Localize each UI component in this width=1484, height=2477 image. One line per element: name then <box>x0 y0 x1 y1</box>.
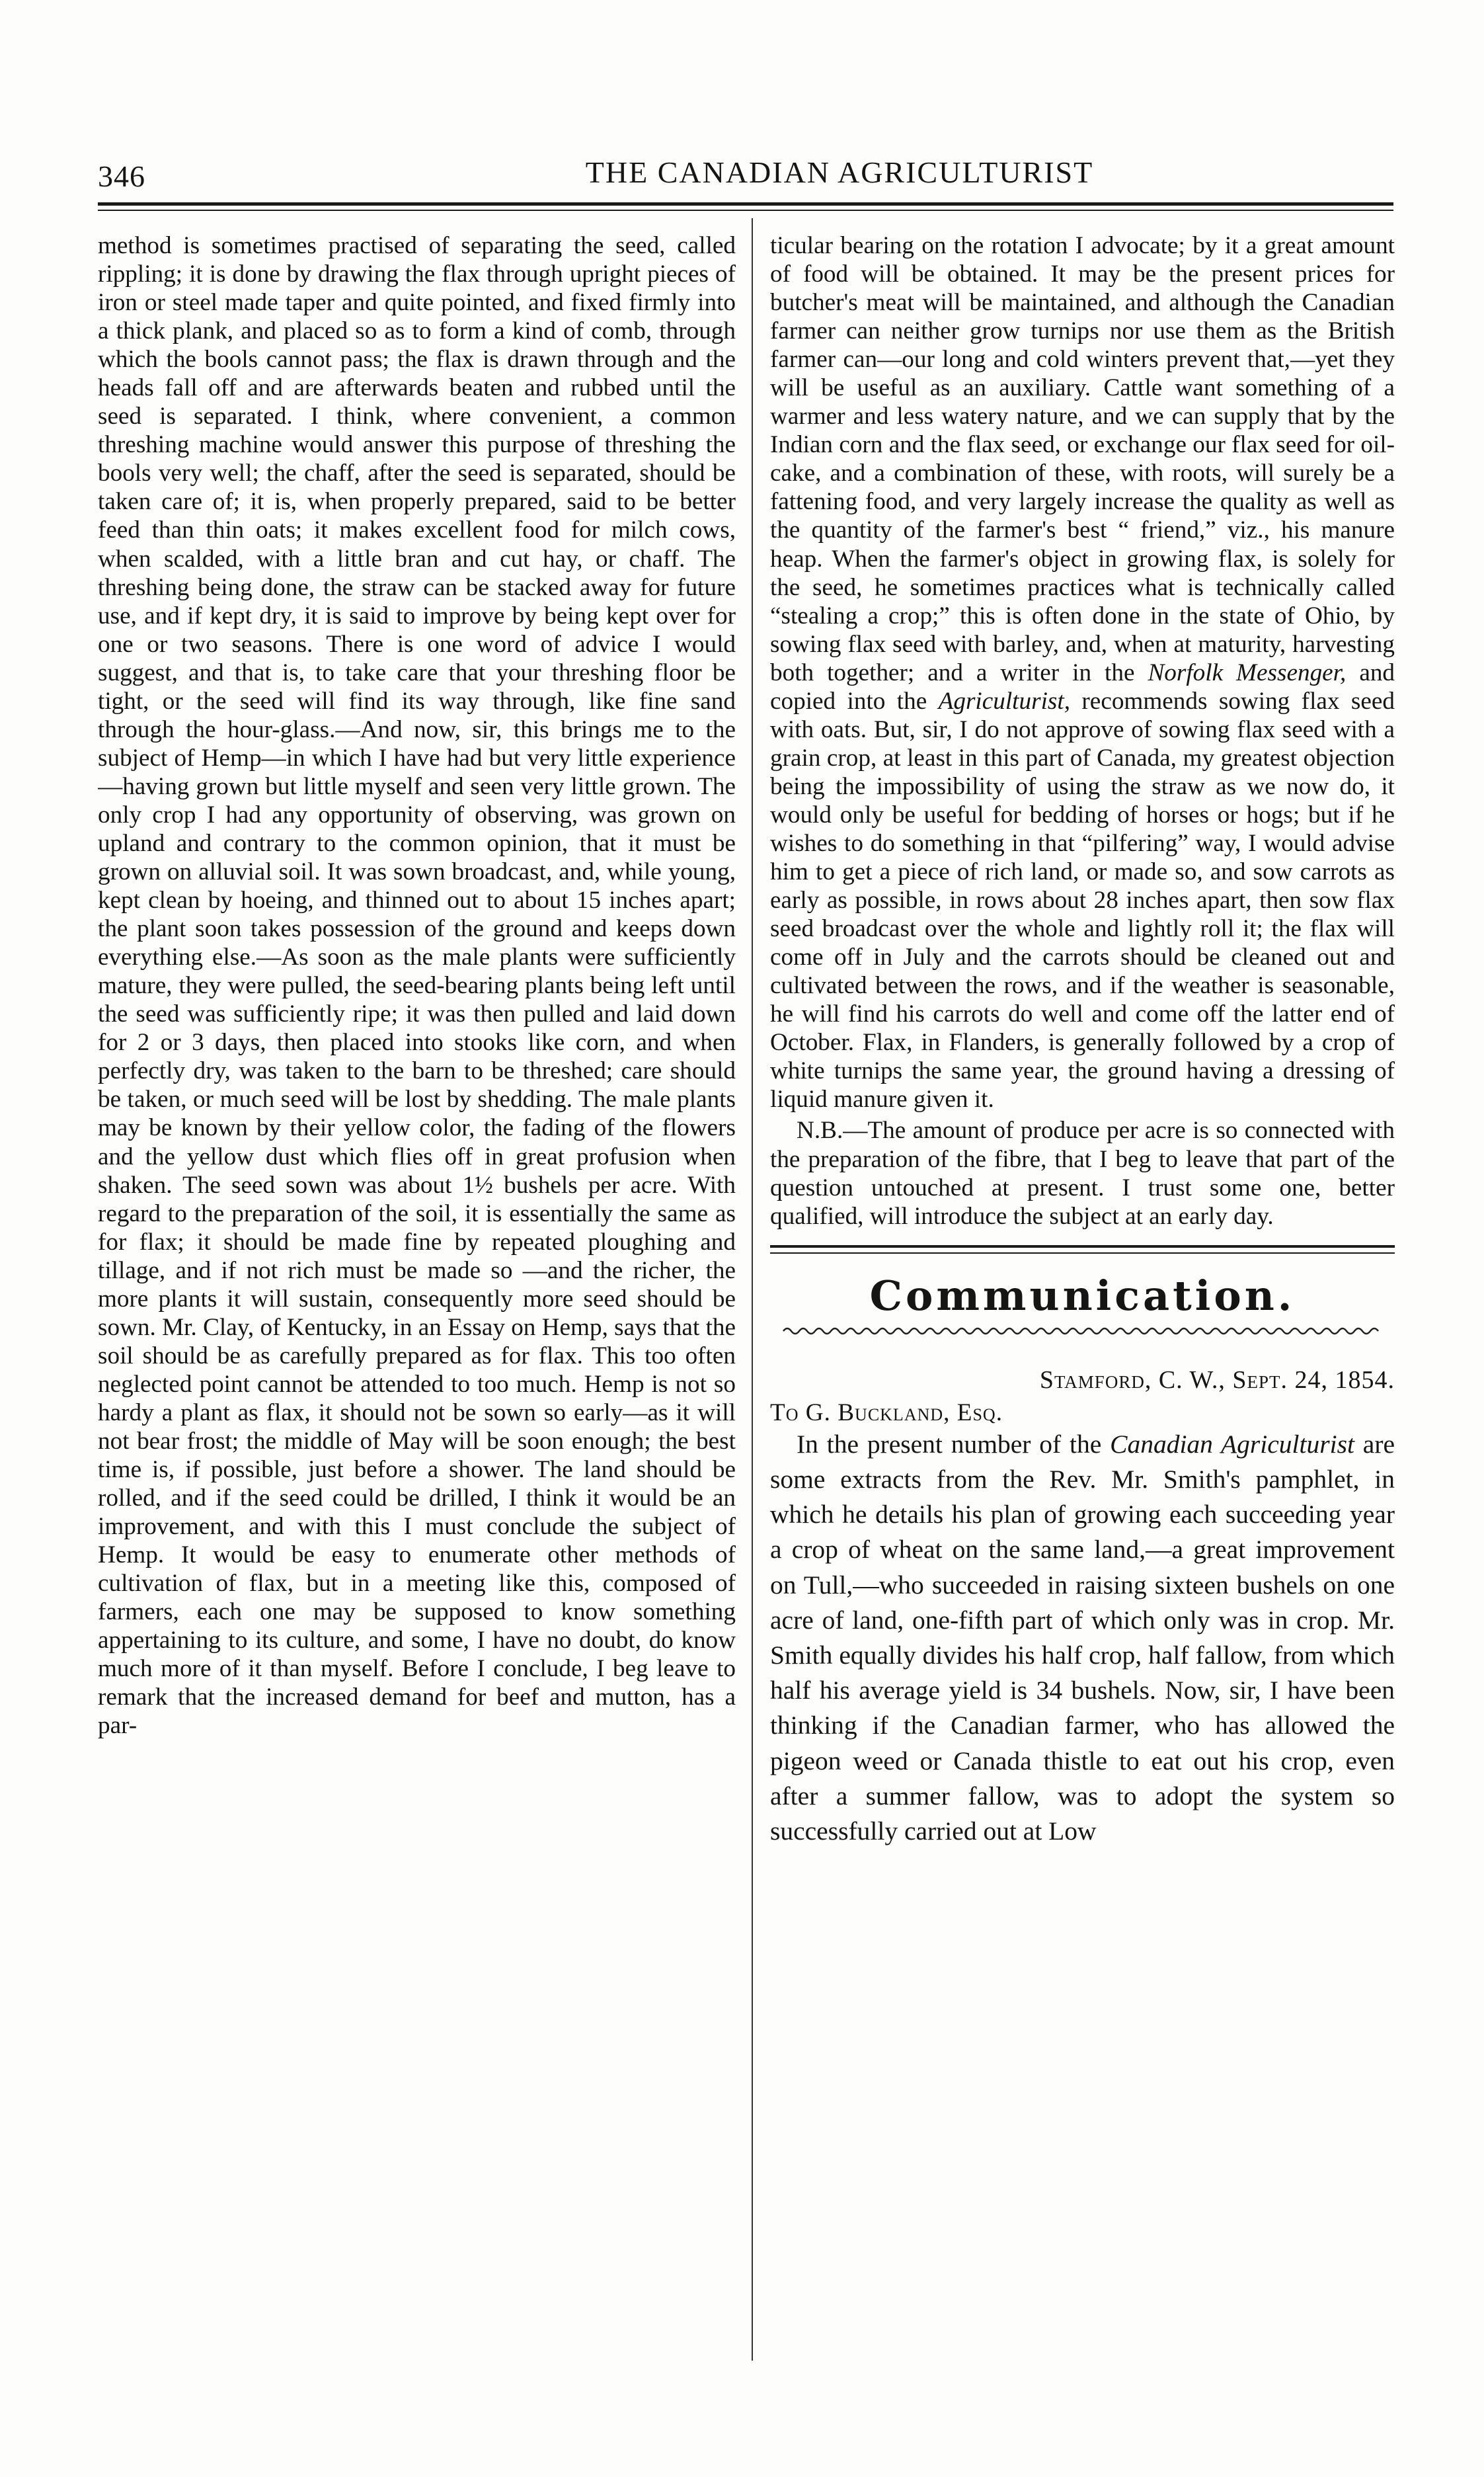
column-divider <box>752 218 753 2361</box>
paragraph-text: and copied into the <box>770 659 1395 715</box>
right-column-paragraph <box>770 231 1395 1114</box>
decorative-wavy-rule <box>770 1324 1395 1338</box>
section-rule-thin <box>770 1252 1395 1254</box>
header-rule-thin <box>98 210 1393 211</box>
right-column <box>770 231 1395 2361</box>
header-rule-thick <box>98 202 1393 206</box>
section-title: Communication. <box>869 1271 1296 1320</box>
note-paragraph: N.B.—The amount of produce per acre is so connected with the preparation of the fibre, that I beg to leave that part of the question untouched at present. I trust some one, better qualified, will introduce the subject at an early day. <box>770 1117 1395 1230</box>
running-title: THE CANADIAN AGRICULTURIST <box>585 155 1094 189</box>
left-column <box>98 231 736 2361</box>
paragraph-text: are some extracts from the Rev. Mr. Smith's pamphlet, in which he details his plan of growing each succeeding year a crop of wheat on the same land,—a great improvement on Tull,—who succeeded in raising sixteen bushels on one acre of land, one-fifth part of which only was in crop. Mr. Smith equally divides his half crop, half fallow, from which half his average yield is 34 bushels. Now, sir, I have been thinking if the Canadian farmer, who has allowed the pigeon weed or Canada thistle to eat out his crop, even after a summer fallow, was to adopt the system so successfully carried out at Low <box>770 1429 1395 1846</box>
journal-title: Canadian Agriculturist <box>1110 1429 1354 1459</box>
paragraph-text: recommends sowing flax seed with oats. But, sir, I do not approve of sowing flax seed with a grain crop, at least in this part of Canada, my greatest objection being the impossibility of using the straw as we now do, it would only be useful for bedding of horses or hogs; but if he wishes to do something in that “pilfering” way, I would advise him to get a piece of rich land, or made so, and sow carrots as early as possible, in rows about 28 inches apart, then sow flax seed broadcast over the whole and lightly roll it; the flax will come off in July and the carrots should be cleaned out and cultivated between the rows, and if the weather is seasonable, he will find his carrots do well and come off the latter end of October. Flax, in Flanders, is generally followed by a crop of white turnips the same year, the ground having a dressing of liquid manure given it. <box>770 687 1395 1114</box>
dateline: Stamford, C. W., Sept. 24, 1854. <box>1039 1365 1395 1394</box>
paragraph-text: In the present number of the <box>797 1429 1111 1459</box>
left-column-paragraph: method is sometimes practised of separating the seed, called rippling; it is done by drawing the flax through upright pieces of iron or steel made taper and quite pointed, and fixed firmly into a thick plank, and placed so as to form a kind of comb, through which the bools cannot pass; the flax is drawn through and the heads fall off and are afterwards beaten and rubbed until the seed is separated. I think, where convenient, a common threshing machine would answer this purpose of threshing the bools very well; the chaff, after the seed is separated, should be taken care of; it is, when properly prepared, said to be better feed than thin oats; it makes excellent food for milch cows, when scalded, with a little bran and cut hay, or chaff. The threshing being done, the straw can be stacked away for future use, and if kept dry, it is said to improve by being kept over for one or two seasons. There is one word of advice I would suggest, and that is, to take care that your threshing floor be tight, or the seed will find its way through, like fine sand through the hour-glass.—And now, sir, this brings me to the subject of Hemp—in which I have had but very little experience—having grown but little myself and seen very little grown. The only crop I had any opportunity of observing, was grown on upland and contrary to the common opinion, that it must be grown on alluvial soil. It was sown broadcast, and, while young, kept clean by hoeing, and thinned out to about 15 inches apart; the plant soon takes possession of the ground and keeps down everything else.—As soon as the male plants were sufficiently mature, they were pulled, the seed-bearing plants being left until the seed was sufficiently ripe; it was then pulled and laid down for 2 or 3 days, then placed into stooks like corn, and when perfectly dry, was taken to the barn to be threshed; care should be taken, or much seed will be lost by shedding. The male plants may be known by their yellow color, the fading of the flowers and the yellow dust which flies off in great profusion when shaken. The seed sown was about 1½ bushels per acre. With regard to the preparation of the soil, it is essentially the same as for flax; it should be made fine by repeated ploughing and tillage, and if not rich must be made so —and the richer, the more plants it will sustain, consequently more seed should be sown. Mr. Clay, of Kentucky, in an Essay on Hemp, says that the soil should be as carefully prepared as for flax. This too often neglected point cannot be attended to too much. Hemp is not so hardy a plant as flax, it should not be sown so early—as it will not bear frost; the middle of May will be soon enough; the best time is, if possible, just before a shower. The land should be rolled, and if the seed could be drilled, I think it would be an improvement, and with this I must conclude the subject of Hemp. It would be easy to enumerate other methods of cultivation of flax, but in a meeting like this, composed of farmers, each one may be supposed to know something appertaining to its culture, and some, I have no doubt, do know much more of it than myself. Before I conclude, I beg leave to remark that the increased demand for beef and mutton, has a par- <box>98 232 736 1740</box>
salutation: To G. Buckland, Esq. <box>770 1399 1003 1426</box>
paragraph-text: ticular bearing on the rotation I advocate; by it a great amount of food will be obtained. It may be the present prices for butcher's meat will be maintained, and although the Canadian farmer can neither grow turnips nor use them as the British farmer can—our long and cold winters prevent that,—yet they will be useful as an auxiliary. Cattle want something of a warmer and less watery nature, and we can supply that by the Indian corn and the flax seed, or exchange our flax seed for oil-cake, and a combination of these, with roots, will surely be a fattening food, and very largely increase the quality as well as the quantity of the farmer's best “ friend,” viz., his manure heap. When the farmer's object in growing flax, is solely for the seed, he sometimes practices what is technically called “stealing a crop;” this is often done in the state of Ohio, by sowing flax seed with barley, and, when at maturity, harvesting both together; and a writer in the <box>770 232 1395 686</box>
journal-title: Agriculturist, <box>938 687 1071 715</box>
newspaper-title: Norfolk Messenger, <box>1148 659 1347 686</box>
section-rule-thick <box>770 1245 1395 1248</box>
page-number: 346 <box>98 159 145 193</box>
letter-paragraph <box>770 1427 1395 1849</box>
